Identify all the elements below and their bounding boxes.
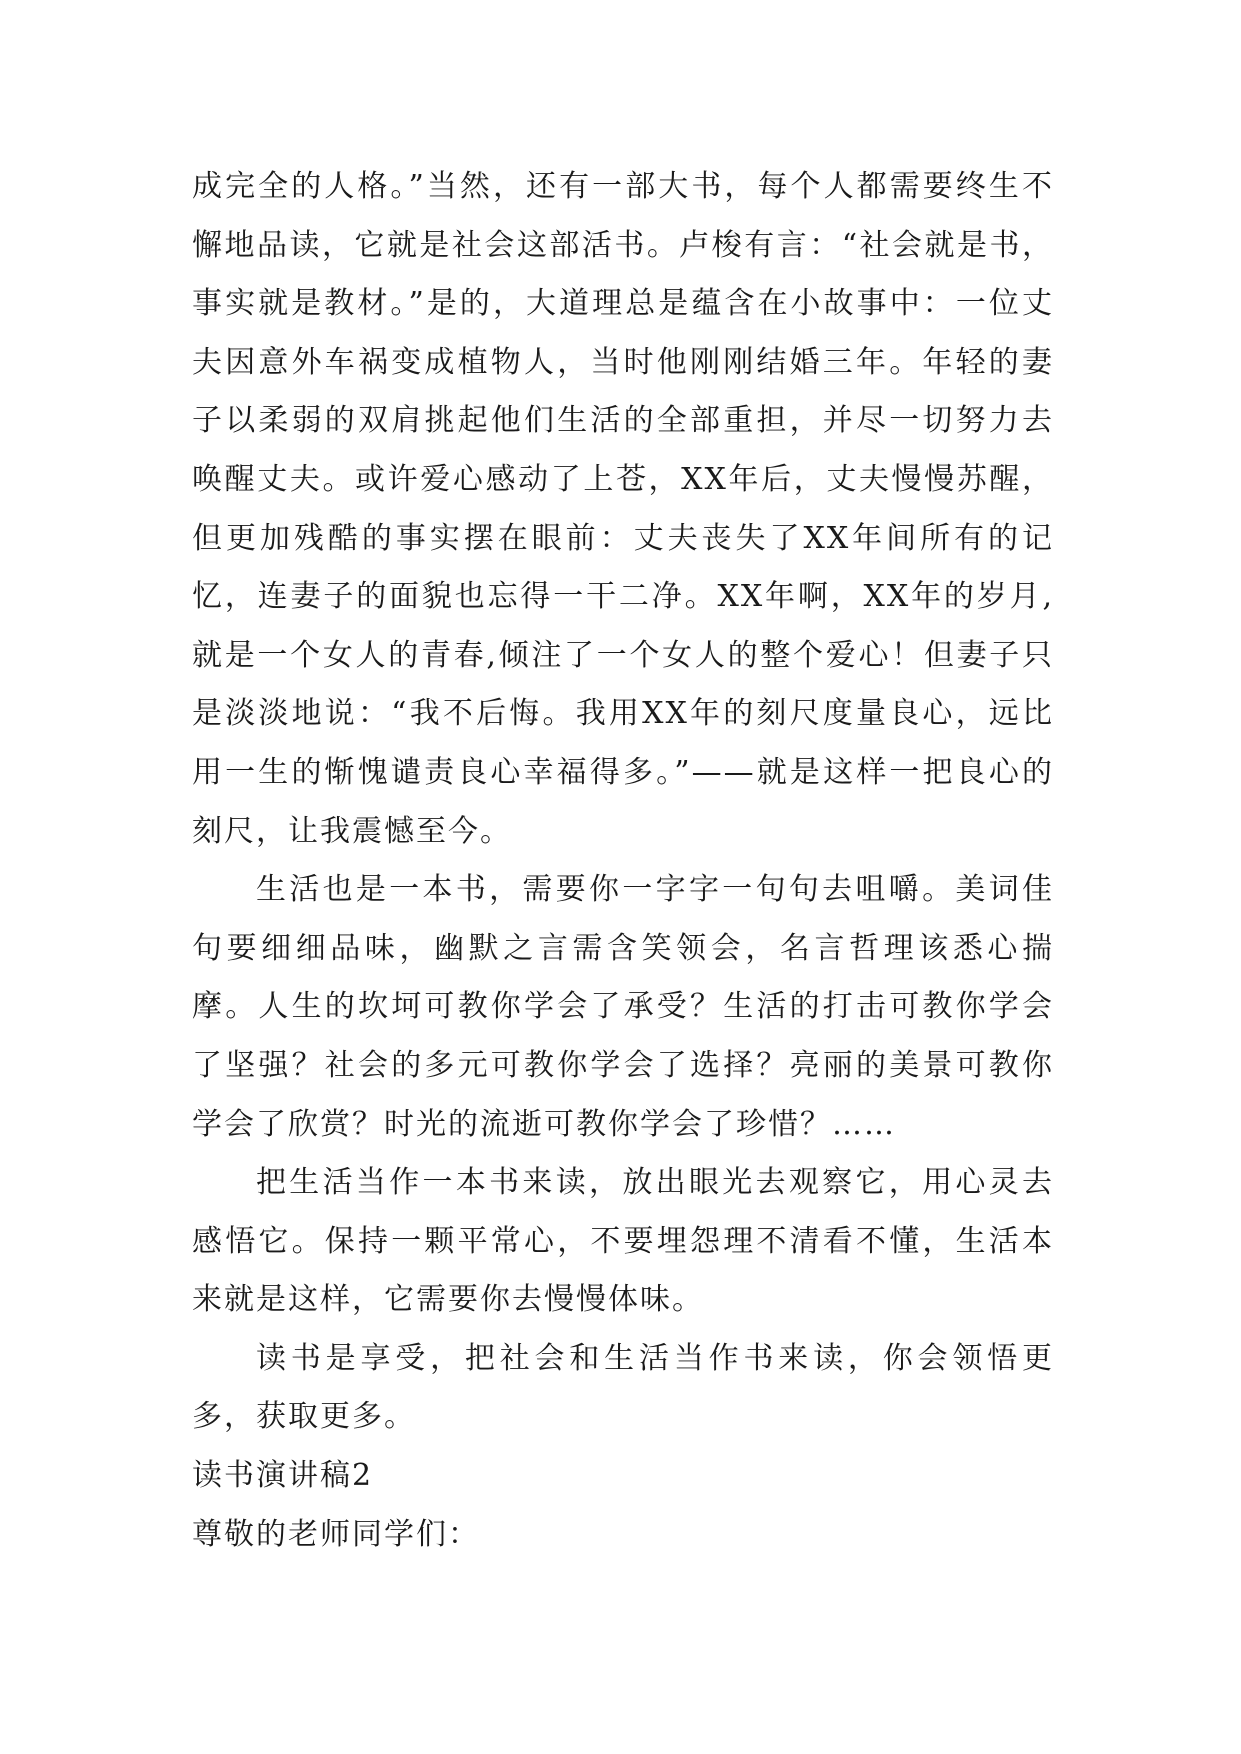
section-title: 读书演讲稿2 — [192, 1458, 374, 1494]
greeting: 尊敬的老师同学们： — [192, 1516, 480, 1552]
paragraph-conclusion: 读书是享受，把社会和生活当作书来读，你会领悟更多，获取更多。 — [192, 1340, 1054, 1435]
paragraph-continuation: 成完全的人格。”当然，还有一部大书，每个人都需要终生不懈地品读，它就是社会这部活书。卢梭有言：“社会就是书，事实就是教材。”是的，大道理总是蕴含在小故事中：一位丈夫因意外车祸变成植物人，当时他刚刚结婚三年。年轻的妻子以柔弱的双肩挑起他们生活的全部重担，并尽一切努力去唤醒丈夫。或许爱心感动了上苍，XX年后，丈夫慢慢苏醒，但更加残酷的事实摆在眼前：丈夫丧失了XX年间所有的记忆，连妻子的面貌也忘得一干二净。XX年啊，XX年的岁月,就是一个女人的青春,倾注了一个女人的整个爱心！但妻子只是淡淡地说：“我不后悔。我用XX年的刻尺度量良心，远比用一生的惭愧谴责良心幸福得多。”——就是这样一把良心的刻尺，让我震憾至今。 — [192, 169, 1054, 849]
paragraph-life-book: 生活也是一本书，需要你一字字一句句去咀嚼。美词佳句要细细品味，幽默之言需含笑领会，名言哲理该悉心揣摩。人生的坎坷可教你学会了承受？生活的打击可教你学会了坚强？社会的多元可教你学会了选择？亮丽的美景可教你学会了欣赏？时光的流逝可教你学会了珍惜？…… — [192, 872, 1054, 1142]
paragraph-read-life: 把生活当作一本书来读，放出眼光去观察它，用心灵去感悟它。保持一颗平常心，不要埋怨理不清看不懂，生活本来就是这样，它需要你去慢慢体味。 — [192, 1165, 1054, 1318]
document-body — [192, 158, 1054, 1564]
